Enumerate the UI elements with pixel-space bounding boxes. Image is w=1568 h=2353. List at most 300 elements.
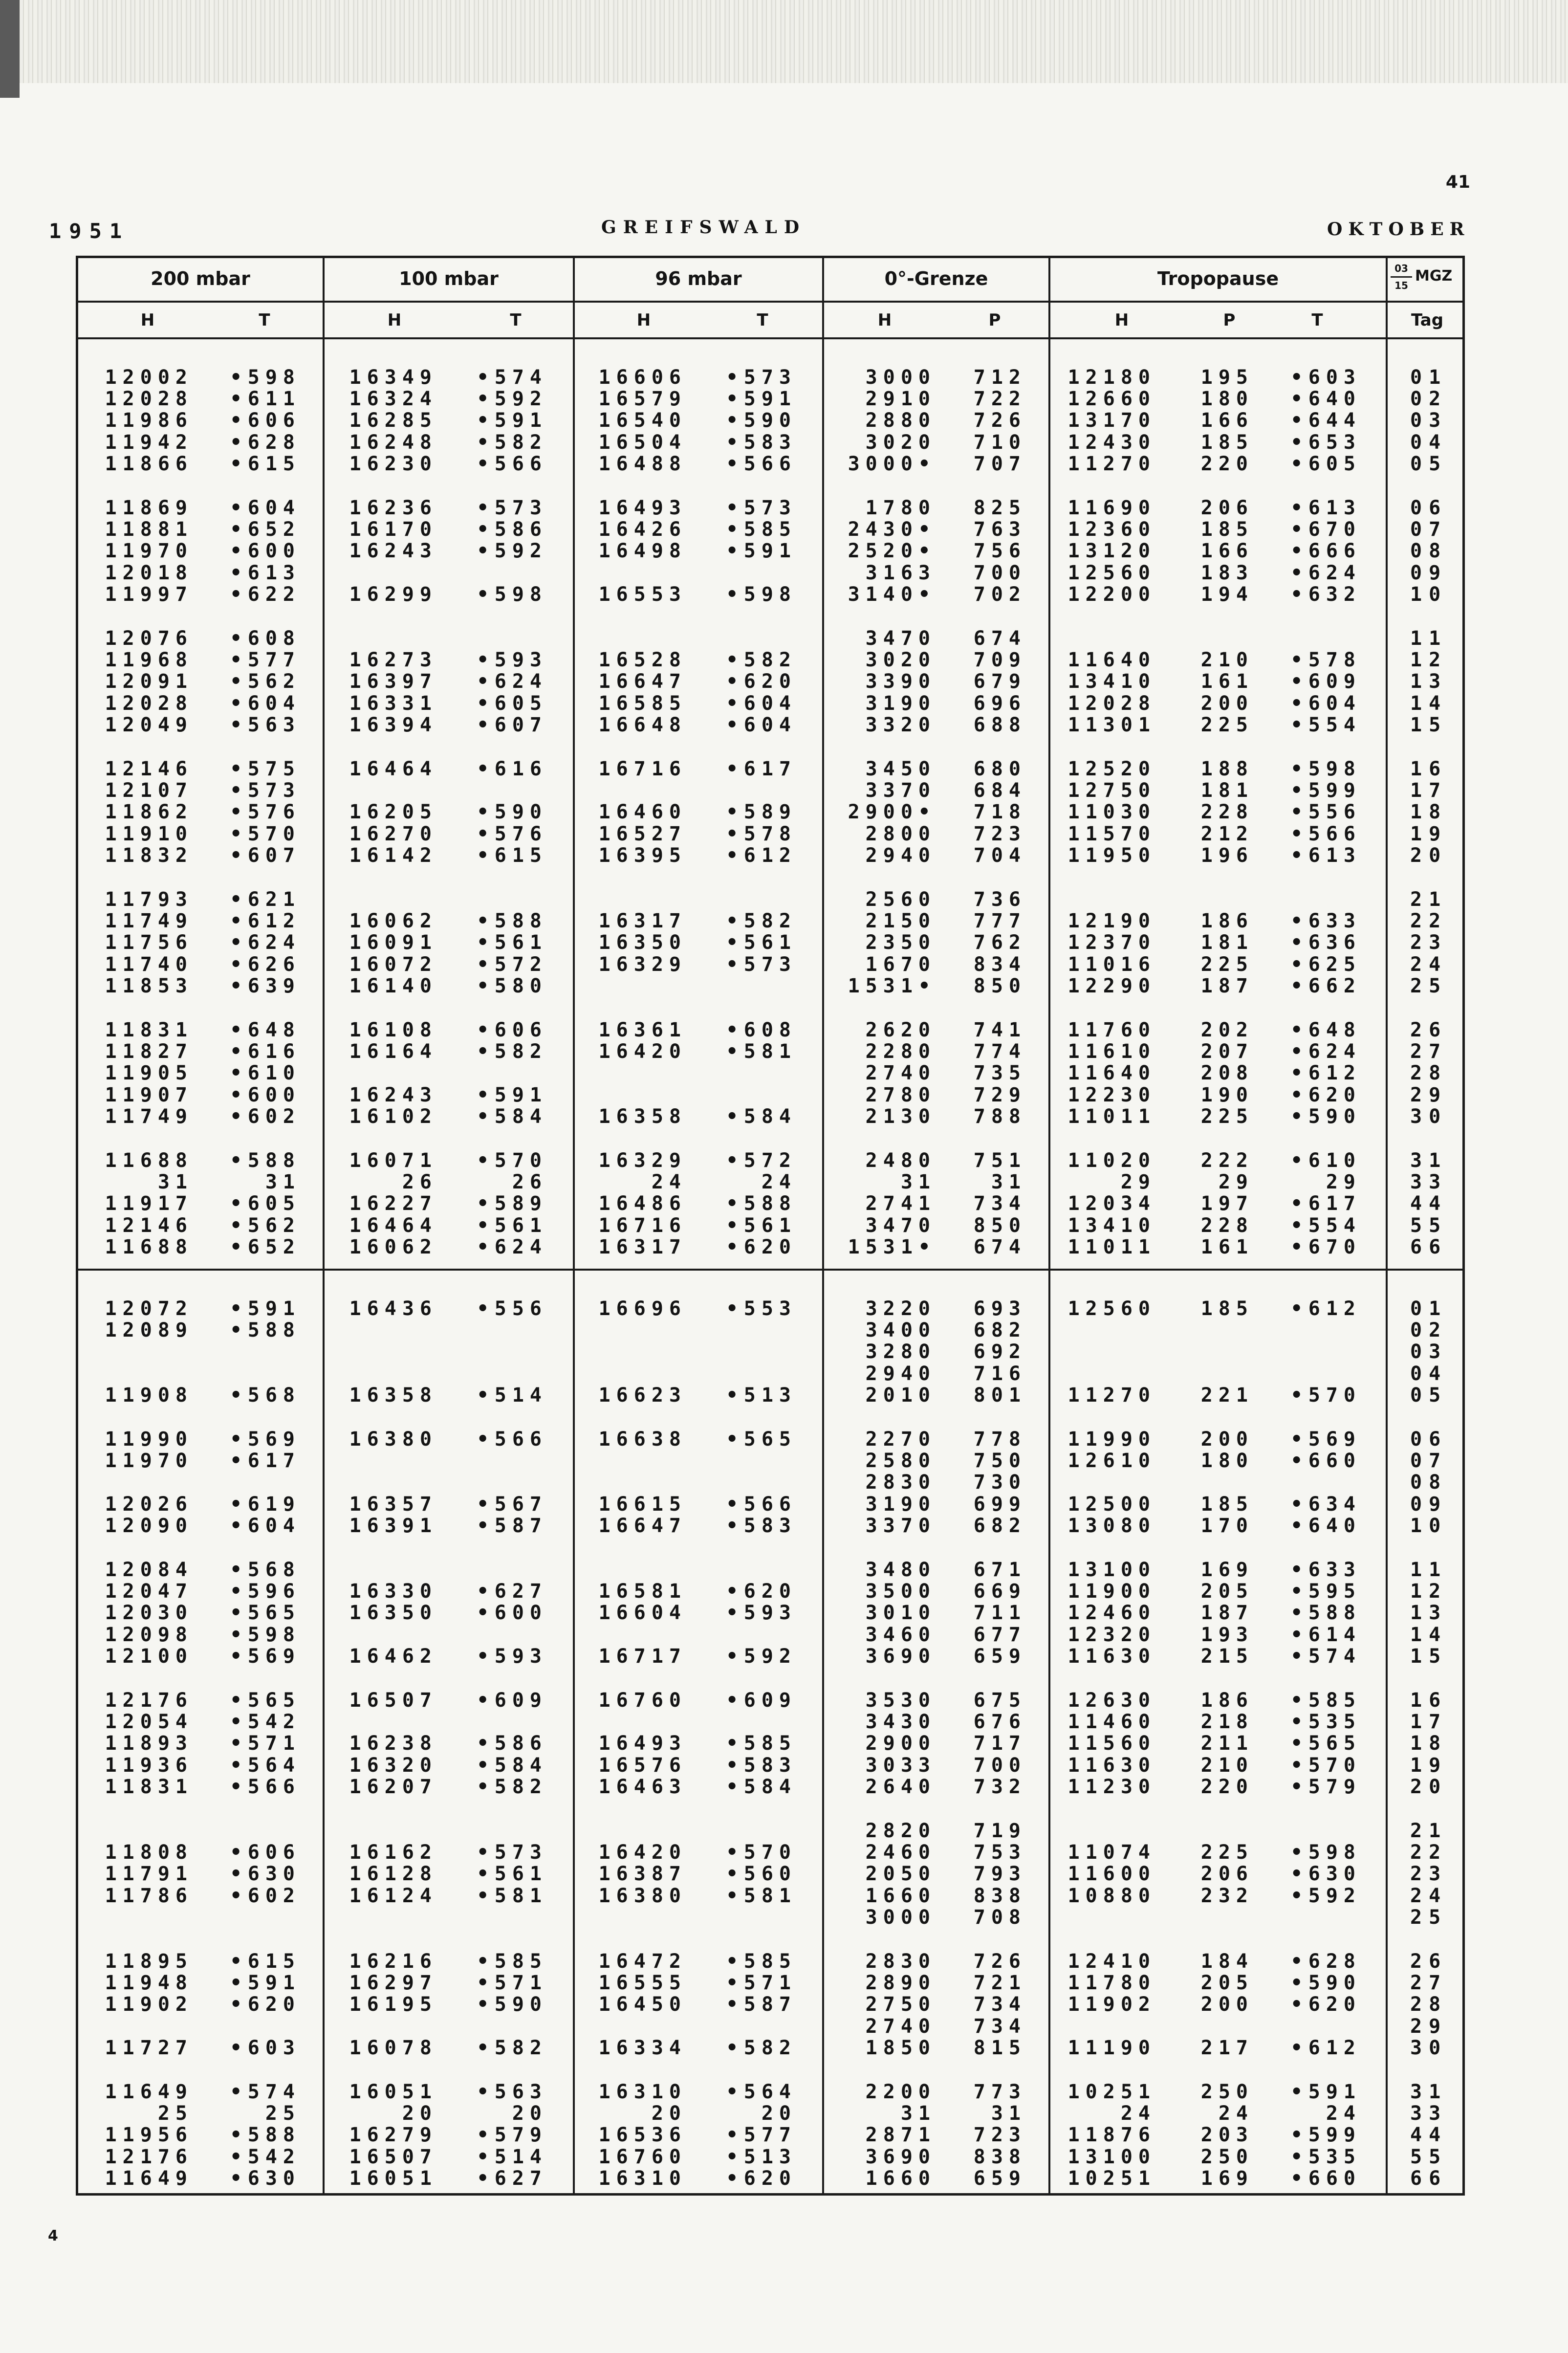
table-cell-t200: •565 (230, 1689, 301, 1712)
table-cell-pg: 676 (973, 1711, 1026, 1734)
table-cell-t96: •608 (726, 1019, 797, 1041)
table-cell-day: 13 (1410, 1602, 1448, 1625)
table-cell-t100: •605 (477, 692, 547, 715)
table-cell-tt: •590 (1290, 1972, 1361, 1995)
table-cell-hg: 1670 (865, 953, 936, 976)
table-cell-t200: •610 (230, 1062, 301, 1085)
table-cell-tt: •660 (1290, 2167, 1361, 2190)
table-cell-t96: •585 (726, 518, 797, 541)
table-cell-t96: •582 (726, 649, 797, 672)
table-cell-t200: •611 (230, 388, 301, 411)
table-cell-h200: 11853 (105, 974, 193, 997)
table-cell-h100: 16243 (349, 540, 437, 563)
table-cell-ht: 11011 (1067, 1235, 1156, 1258)
table-cell-ht: 12500 (1067, 1493, 1156, 1516)
table-cell-pt: 211 (1200, 1732, 1254, 1755)
table-cell-h96: 16463 (598, 1775, 687, 1798)
subheader-T: T (1311, 310, 1323, 330)
table-cell-h96: 16760 (598, 2145, 687, 2168)
table-cell-h200: 11688 (105, 1149, 193, 1172)
table-cell-pg: 726 (973, 409, 1026, 432)
table-cell-h200: 11727 (105, 2036, 193, 2059)
table-cell-t96: •620 (726, 1235, 797, 1258)
table-cell-pg: 756 (973, 540, 1026, 563)
table-cell-h200: 11942 (105, 431, 193, 454)
table-cell-pg: 777 (973, 910, 1026, 933)
table-cell-h96: 16460 (598, 801, 687, 824)
table-cell-t200: •619 (230, 1493, 301, 1516)
table-cell-pt: 185 (1200, 1297, 1254, 1320)
table-cell-t200: •596 (230, 1580, 301, 1603)
mgz-fraction-bar (1391, 276, 1412, 278)
table-cell-t100: •592 (477, 540, 547, 563)
table-cell-tt: •598 (1290, 1841, 1361, 1864)
table-cell-hg: 1660 (865, 1884, 936, 1907)
table-cell-h100: 16108 (349, 1019, 437, 1041)
table-cell-ht: 13120 (1067, 540, 1156, 563)
table-cell-h100: 16394 (349, 713, 437, 736)
table-cell-h96: 16310 (598, 2081, 687, 2103)
table-cell-h96: 16395 (598, 844, 687, 867)
table-cell-t100: •582 (477, 2036, 547, 2059)
table-cell-pg: 834 (973, 953, 1026, 976)
table-cell-pg: 708 (973, 1906, 1026, 1929)
table-cell-tt: •579 (1290, 1775, 1361, 1798)
table-cell-ht: 12190 (1067, 910, 1156, 933)
table-cell-day: 03 (1410, 409, 1448, 432)
table-cell-h200: 11970 (105, 1450, 193, 1473)
table-cell-day: 31 (1410, 2081, 1448, 2103)
table-cell-h200: 11902 (105, 1993, 193, 2016)
table-cell-t200: •564 (230, 1754, 301, 1777)
table-cell-h100: 16380 (349, 1428, 437, 1451)
table-cell-hg: 31 (900, 1171, 936, 1194)
table-cell-tt: •614 (1290, 1623, 1361, 1646)
table-cell-hg: 2880 (865, 409, 936, 432)
table-cell-h100: 16140 (349, 974, 437, 997)
table-cell-t200: •648 (230, 1019, 301, 1041)
table-cell-h200: 12018 (105, 561, 193, 584)
table-cell-t96: •581 (726, 1884, 797, 1907)
table-cell-pt: 185 (1200, 1493, 1254, 1516)
table-cell-ht: 12430 (1067, 431, 1156, 454)
table-cell-t200: •607 (230, 844, 301, 867)
table-cell-h96: 16420 (598, 1841, 687, 1864)
table-cell-tt: •640 (1290, 1514, 1361, 1537)
table-cell-t200: •573 (230, 779, 301, 802)
table-cell-t200: •630 (230, 2167, 301, 2190)
table-cell-ht: 12660 (1067, 388, 1156, 411)
group-header-freezing-level: 0°-Grenze (884, 268, 988, 289)
table-cell-t96: •583 (726, 431, 797, 454)
table-cell-pg: 719 (973, 1820, 1026, 1842)
table-cell-tt: •570 (1290, 1754, 1361, 1777)
table-cell-hg: 3163 (865, 561, 936, 584)
table-cell-t200: •602 (230, 1884, 301, 1907)
table-cell-h200: 11907 (105, 1083, 193, 1106)
table-cell-h200: 11936 (105, 1754, 193, 1777)
table-cell-t96: •620 (726, 1580, 797, 1603)
table-cell-ht: 12320 (1067, 1623, 1156, 1646)
subheader-T: T (259, 310, 270, 330)
table-cell-h96: 16585 (598, 692, 687, 715)
table-cell-ht: 12360 (1067, 518, 1156, 541)
table-cell-pg: 669 (973, 1580, 1026, 1603)
table-cell-t100: •582 (477, 1040, 547, 1063)
table-cell-day: 44 (1410, 1192, 1448, 1215)
table-cell-pt: 203 (1200, 2124, 1254, 2147)
subheader-H: H (636, 310, 651, 330)
table-cell-ht: 11640 (1067, 1062, 1156, 1085)
table-cell-day: 07 (1410, 1450, 1448, 1473)
table-cell-day: 06 (1410, 497, 1448, 519)
footer-mark: 4 (48, 2227, 58, 2244)
table-cell-h100: 16128 (349, 1863, 437, 1886)
table-cell-pt: 180 (1200, 1450, 1254, 1473)
table-cell-h96: 16579 (598, 388, 687, 411)
table-cell-h200: 12030 (105, 1602, 193, 1625)
table-cell-hg: 1531• (848, 974, 936, 997)
table-cell-day: 23 (1410, 1863, 1448, 1886)
table-cell-tt: •535 (1290, 1711, 1361, 1734)
table-cell-h96: 16361 (598, 1019, 687, 1041)
table-cell-pt: 250 (1200, 2145, 1254, 2168)
scan-artifact-edge (0, 0, 20, 98)
table-cell-h96: 16606 (598, 366, 687, 389)
table-cell-hg: 2280 (865, 1040, 936, 1063)
table-cell-day: 07 (1410, 518, 1448, 541)
table-cell-h96: 16317 (598, 910, 687, 933)
table-cell-t200: •562 (230, 1214, 301, 1237)
table-cell-pg: 675 (973, 1689, 1026, 1712)
table-cell-h100: 16102 (349, 1105, 437, 1128)
table-cell-h200: 11986 (105, 409, 193, 432)
table-cell-hg: 1660 (865, 2167, 936, 2190)
table-cell-h100: 16279 (349, 2124, 437, 2147)
table-cell-hg: 3400 (865, 1319, 936, 1342)
table-cell-t200: •652 (230, 518, 301, 541)
table-cell-ht: 12034 (1067, 1192, 1156, 1215)
table-cell-pg: 788 (973, 1105, 1026, 1128)
subheader-H: H (877, 310, 892, 330)
table-cell-pt: 225 (1200, 1105, 1254, 1128)
table-cell-pt: 180 (1200, 388, 1254, 411)
table-cell-t96: •513 (726, 2145, 797, 2168)
table-cell-t96: •573 (726, 366, 797, 389)
table-cell-h100: 16464 (349, 758, 437, 780)
table-cell-t96: •589 (726, 801, 797, 824)
table-cell-pt: 188 (1200, 758, 1254, 780)
table-cell-h200: 11948 (105, 1972, 193, 1995)
table-cell-pt: 187 (1200, 1602, 1254, 1625)
table-cell-t200: •571 (230, 1732, 301, 1755)
table-cell-h96: 16329 (598, 953, 687, 976)
table-cell-t96: •591 (726, 540, 797, 563)
table-cell-t200: •626 (230, 953, 301, 976)
table-cell-h200: 11791 (105, 1863, 193, 1886)
table-cell-pt: 197 (1200, 1192, 1254, 1215)
table-cell-h96: 16380 (598, 1884, 687, 1907)
table-cell-t100: •514 (477, 1384, 547, 1407)
table-cell-pg: 671 (973, 1559, 1026, 1581)
table-cell-h100: 16091 (349, 931, 437, 954)
table-cell-t200: •565 (230, 1602, 301, 1625)
table-cell-pg: 688 (973, 713, 1026, 736)
table-cell-day: 33 (1410, 1171, 1448, 1194)
table-cell-h200: 25 (157, 2102, 193, 2125)
table-cell-pg: 734 (973, 1993, 1026, 2016)
table-cell-t200: •588 (230, 2124, 301, 2147)
subheader-T: T (510, 310, 522, 330)
table-cell-tt: •648 (1290, 1019, 1361, 1041)
table-cell-ht: 11950 (1067, 844, 1156, 867)
table-cell-pg: 723 (973, 822, 1026, 845)
table-cell-hg: 3280 (865, 1341, 936, 1363)
table-cell-t96: •564 (726, 2081, 797, 2103)
table-cell-tt: •612 (1290, 2036, 1361, 2059)
table-cell-tt: •617 (1290, 1192, 1361, 1215)
table-cell-t96: •609 (726, 1689, 797, 1712)
table-cell-h96: 16696 (598, 1297, 687, 1320)
table-cell-h96: 16472 (598, 1950, 687, 1973)
table-cell-t200: •621 (230, 888, 301, 911)
table-cell-h200: 11866 (105, 452, 193, 475)
table-cell-h200: 11895 (105, 1950, 193, 1973)
table-cell-hg: 2010 (865, 1384, 936, 1407)
table-cell-t200: •622 (230, 583, 301, 606)
table-cell-hg: 31 (900, 2102, 936, 2125)
table-cell-h96: 16426 (598, 518, 687, 541)
table-cell-tt: 24 (1326, 2102, 1361, 2125)
table-cell-day: 09 (1410, 1493, 1448, 1516)
table-cell-day: 55 (1410, 2145, 1448, 2168)
table-cell-t100: •598 (477, 583, 547, 606)
table-cell-t200: •617 (230, 1450, 301, 1473)
table-cell-ht: 12460 (1067, 1602, 1156, 1625)
table-cell-day: 19 (1410, 822, 1448, 845)
table-cell-hg: 1531• (848, 1235, 936, 1258)
table-cell-t100: •627 (477, 2167, 547, 2190)
table-cell-h100: 16299 (349, 583, 437, 606)
table-cell-pg: 793 (973, 1863, 1026, 1886)
table-cell-tt: •605 (1290, 452, 1361, 475)
table-cell-hg: 2900• (848, 801, 936, 824)
table-cell-tt: •630 (1290, 1863, 1361, 1886)
group-header-96mbar: 96 mbar (655, 268, 742, 289)
table-cell-hg: 3020 (865, 431, 936, 454)
table-cell-tt: •556 (1290, 801, 1361, 824)
table-cell-pt: 210 (1200, 649, 1254, 672)
table-cell-t96: •573 (726, 953, 797, 976)
table-cell-t100: •584 (477, 1105, 547, 1128)
table-cell-hg: 3470 (865, 627, 936, 650)
table-cell-ht: 11190 (1067, 2036, 1156, 2059)
table-cell-h100: 16297 (349, 1972, 437, 1995)
subheader-T: T (757, 310, 768, 330)
table-cell-ht: 12630 (1067, 1689, 1156, 1712)
subheader-P: P (1223, 310, 1236, 330)
table-cell-t100: •579 (477, 2124, 547, 2147)
table-cell-ht: 11690 (1067, 497, 1156, 519)
table-cell-h100: 16071 (349, 1149, 437, 1172)
table-cell-hg: 3020 (865, 649, 936, 672)
table-cell-h100: 16507 (349, 1689, 437, 1712)
mgz-header (1391, 262, 1459, 296)
scan-artifact-top (0, 0, 1568, 83)
table-cell-t100: •567 (477, 1493, 547, 1516)
table-cell-tt: •598 (1290, 758, 1361, 780)
table-cell-pt: 218 (1200, 1711, 1254, 1734)
subheader-H: H (387, 310, 402, 330)
table-cell-day: 09 (1410, 561, 1448, 584)
table-cell-h200: 12107 (105, 779, 193, 802)
table-cell-hg: 3190 (865, 1493, 936, 1516)
year-label: 1951 (49, 219, 130, 243)
table-cell-pt: 195 (1200, 366, 1254, 389)
table-cell-pg: 741 (973, 1019, 1026, 1041)
table-cell-t100: •616 (477, 758, 547, 780)
table-cell-h200: 12146 (105, 758, 193, 780)
table-cell-h200: 11869 (105, 497, 193, 519)
table-cell-h100: 16270 (349, 822, 437, 845)
table-cell-hg: 2780 (865, 1083, 936, 1106)
table-cell-h96: 16450 (598, 1993, 687, 2016)
table-cell-day: 30 (1410, 1105, 1448, 1128)
table-cell-pg: 850 (973, 974, 1026, 997)
table-cell-day: 10 (1410, 583, 1448, 606)
table-cell-pt: 29 (1218, 1171, 1254, 1194)
table-cell-pg: 702 (973, 583, 1026, 606)
table-cell-h100: 16238 (349, 1732, 437, 1755)
table-cell-h96: 16647 (598, 670, 687, 693)
table-cell-hg: 3320 (865, 713, 936, 736)
table-cell-pt: 228 (1200, 1214, 1254, 1237)
table-cell-t96: •604 (726, 692, 797, 715)
table-cell-t96: •585 (726, 1732, 797, 1755)
table-cell-h200: 12176 (105, 2145, 193, 2168)
table-cell-h100: 16349 (349, 366, 437, 389)
table-cell-h200: 12002 (105, 366, 193, 389)
table-cell-hg: 3190 (865, 692, 936, 715)
table-cell-day: 27 (1410, 1972, 1448, 1995)
table-cell-ht: 12230 (1067, 1083, 1156, 1106)
table-cell-pg: 674 (973, 1235, 1026, 1258)
table-cell-pt: 194 (1200, 583, 1254, 606)
table-cell-t200: •577 (230, 649, 301, 672)
table-cell-hg: 3010 (865, 1602, 936, 1625)
table-cell-hg: 2740 (865, 2015, 936, 2038)
table-cell-t96: •578 (726, 822, 797, 845)
table-cell-pg: 704 (973, 844, 1026, 867)
table-cell-tt: •666 (1290, 540, 1361, 563)
table-cell-day: 26 (1410, 1019, 1448, 1041)
table-cell-h200: 11910 (105, 822, 193, 845)
table-cell-t200: •639 (230, 974, 301, 997)
table-cell-tt: •670 (1290, 1235, 1361, 1258)
table-cell-t96: •583 (726, 1754, 797, 1777)
table-cell-t200: •588 (230, 1149, 301, 1172)
table-cell-h100: 16273 (349, 649, 437, 672)
table-cell-pg: 679 (973, 670, 1026, 693)
table-cell-pg: 659 (973, 1645, 1026, 1668)
table-cell-h100: 16397 (349, 670, 437, 693)
table-cell-t100: •561 (477, 1214, 547, 1237)
table-cell-day: 04 (1410, 1362, 1448, 1385)
table-cell-day: 16 (1410, 1689, 1448, 1712)
table-cell-t100: •607 (477, 713, 547, 736)
table-cell-t200: •630 (230, 1863, 301, 1886)
table-cell-t100: •624 (477, 670, 547, 693)
table-cell-tt: •625 (1290, 953, 1361, 976)
table-cell-h96: 16553 (598, 583, 687, 606)
table-cell-t96: 20 (761, 2102, 797, 2125)
table-cell-pg: 659 (973, 2167, 1026, 2190)
table-cell-t100: •573 (477, 497, 547, 519)
table-cell-t200: •615 (230, 1950, 301, 1973)
table-cell-ht: 11301 (1067, 713, 1156, 736)
table-cell-h96: 16488 (598, 452, 687, 475)
table-cell-h100: 16320 (349, 1754, 437, 1777)
table-cell-tt: •613 (1290, 844, 1361, 867)
table-cell-h100: 26 (402, 1171, 437, 1194)
subheader-H: H (1114, 310, 1129, 330)
table-cell-ht: 24 (1120, 2102, 1156, 2125)
table-cell-h96: 16555 (598, 1972, 687, 1995)
table-cell-h200: 11749 (105, 910, 193, 933)
table-cell-ht: 12610 (1067, 1450, 1156, 1473)
table-cell-t100: •593 (477, 649, 547, 672)
table-cell-t100: •514 (477, 2145, 547, 2168)
table-cell-pt: 206 (1200, 497, 1254, 519)
table-cell-t200: •588 (230, 1319, 301, 1342)
table-cell-hg: 3000• (848, 452, 936, 475)
table-cell-hg: 3450 (865, 758, 936, 780)
table-cell-t200: •628 (230, 431, 301, 454)
table-cell-day: 31 (1410, 1149, 1448, 1172)
table-cell-pt: 220 (1200, 452, 1254, 475)
table-cell-day: 30 (1410, 2036, 1448, 2059)
table-cell-pt: 225 (1200, 953, 1254, 976)
table-cell-h200: 11893 (105, 1732, 193, 1755)
table-cell-t100: •589 (477, 1192, 547, 1215)
table-cell-pg: 677 (973, 1623, 1026, 1646)
table-cell-t200: •563 (230, 713, 301, 736)
table-cell-t100: 26 (512, 1171, 547, 1194)
table-cell-ht: 11990 (1067, 1428, 1156, 1451)
table-cell-day: 23 (1410, 931, 1448, 954)
table-cell-hg: 3000 (865, 366, 936, 389)
table-cell-t100: •615 (477, 844, 547, 867)
table-cell-ht: 11902 (1067, 1993, 1156, 2016)
table-cell-hg: 2050 (865, 1863, 936, 1886)
table-cell-hg: 3033 (865, 1754, 936, 1777)
table-cell-t96: •561 (726, 1214, 797, 1237)
group-header-tropopause: Tropopause (1157, 268, 1279, 289)
table-cell-t100: •572 (477, 953, 547, 976)
table-cell-tt: •599 (1290, 2124, 1361, 2147)
table-cell-pt: 170 (1200, 1514, 1254, 1537)
table-cell-tt: •610 (1290, 1149, 1361, 1172)
table-cell-day: 44 (1410, 2124, 1448, 2147)
table-cell-h96: 16498 (598, 540, 687, 563)
table-cell-pt: 222 (1200, 1149, 1254, 1172)
table-cell-h100: 16062 (349, 910, 437, 933)
table-cell-day: 18 (1410, 1732, 1448, 1755)
table-cell-t96: •582 (726, 2036, 797, 2059)
table-cell-tt: •628 (1290, 1950, 1361, 1973)
table-cell-t200: 25 (265, 2102, 301, 2125)
table-cell-pg: 732 (973, 1775, 1026, 1798)
